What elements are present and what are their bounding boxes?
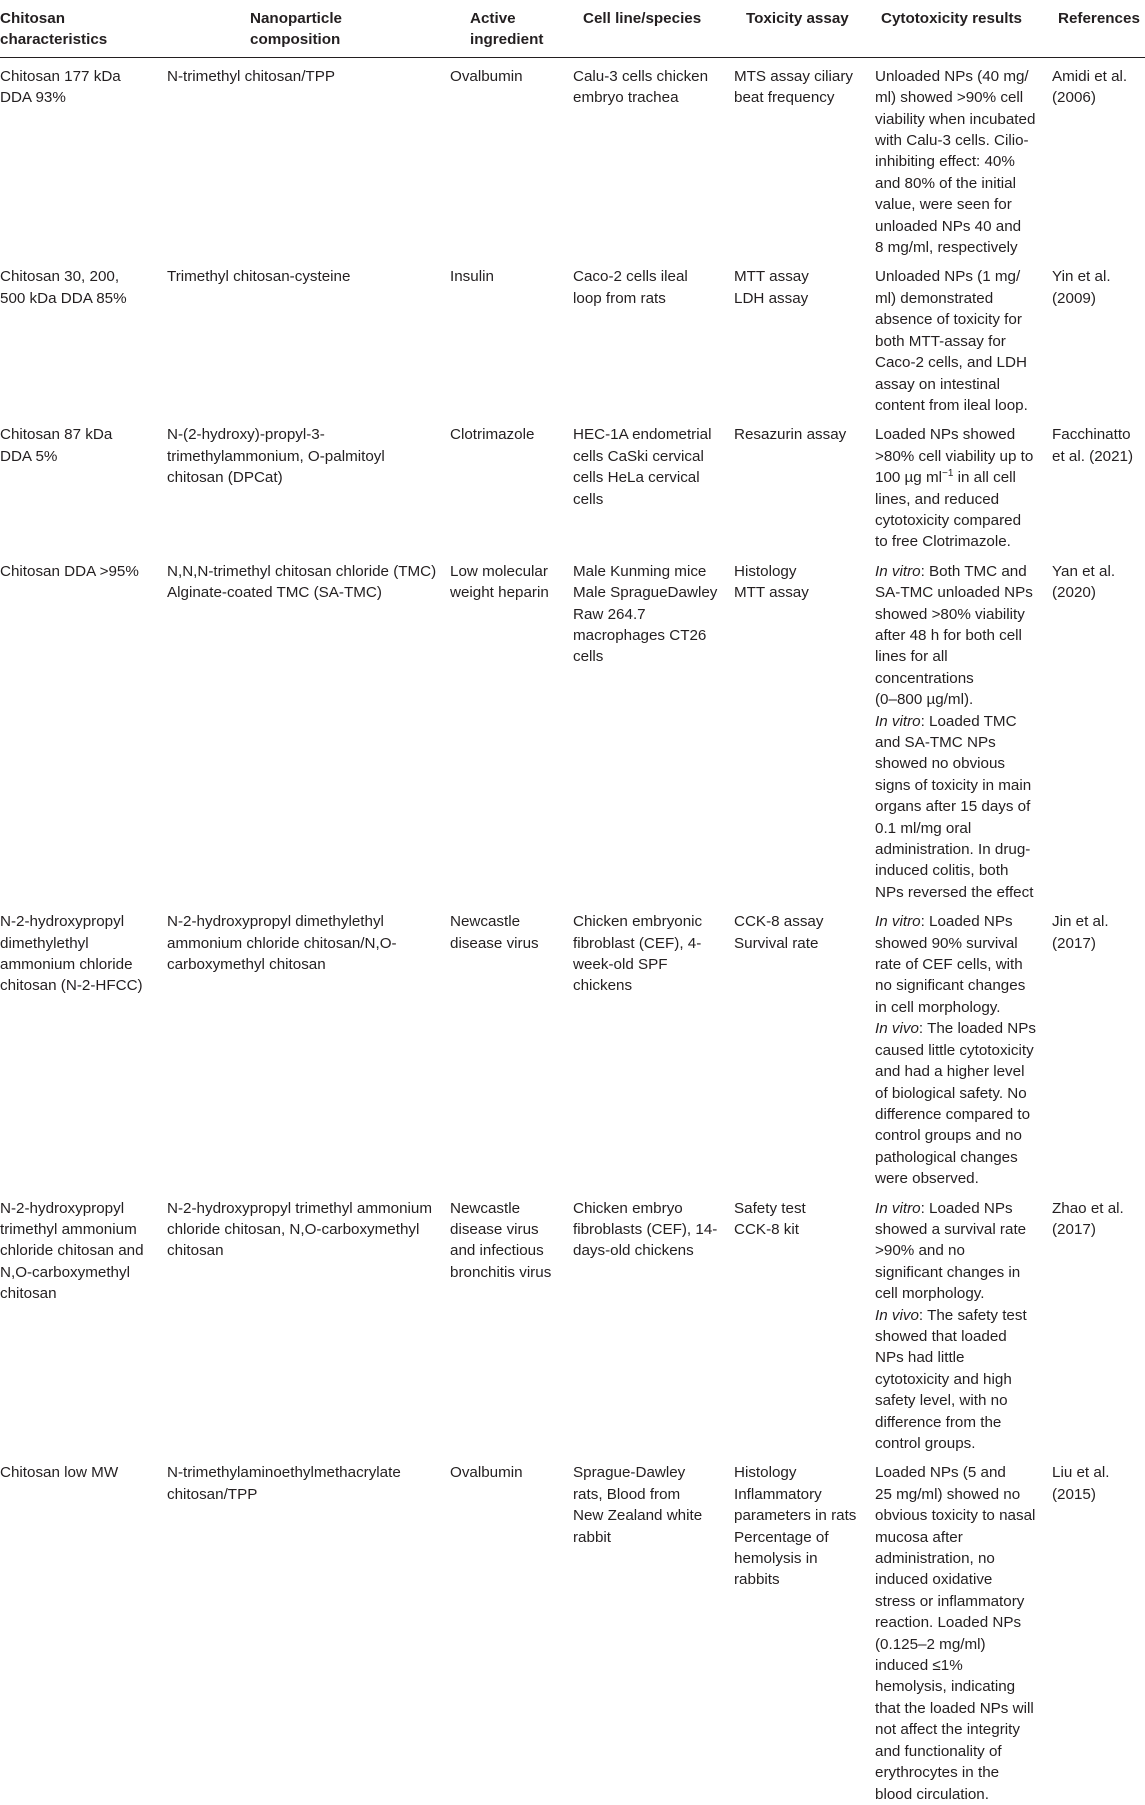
- header-chitosan-characteristics: [0, 0, 165, 57]
- table-body: [0, 58, 1145, 1805]
- cell-line-text: control groups and no: [875, 1127, 1022, 1145]
- header-line: Nanoparticle: [250, 10, 342, 27]
- cell-line-text: induced colitis, both: [875, 862, 1009, 880]
- cell-line-text: Caco-2 cells ileal: [573, 268, 688, 286]
- cell-line-text: control groups.: [875, 1435, 976, 1452]
- cell-cell-line: [573, 258, 734, 416]
- cell-cytotoxicity-results: [875, 58, 1052, 259]
- cell-line-text: Trimethyl chitosan-cysteine: [167, 268, 351, 286]
- cell-line-text: safety level, with no: [875, 1392, 1008, 1410]
- cell-nanoparticle-composition: [165, 58, 450, 259]
- cell-line-text: Histology: [734, 562, 797, 580]
- cell-line-text: assay on intestinal: [875, 375, 1000, 393]
- cell-line-text: hemolysis, indicating: [875, 1678, 1016, 1696]
- cell-references: [1052, 553, 1145, 904]
- cell-line-text: no significant changes: [875, 977, 1026, 995]
- cell-line-text: cells: [573, 490, 604, 508]
- cell-line-text: after 48 h for both cell: [875, 626, 1022, 644]
- cell-line-text: (2017): [1052, 934, 1096, 952]
- cell-line-text: Inflammatory: [734, 1485, 822, 1503]
- cell-line-text: Amidi et al.: [1052, 67, 1128, 85]
- header-line: ingredient: [470, 31, 544, 49]
- cell-line-text: ml) demonstrated: [875, 289, 994, 307]
- cell-line-text: and functionality of: [875, 1742, 1002, 1760]
- cell-line-text: obvious toxicity to nasal: [875, 1507, 1036, 1525]
- cell-line-text: Loaded NPs (5 and: [875, 1464, 1006, 1482]
- cell-line-text: In vitro: Loaded NPs: [875, 913, 1013, 931]
- header-cytotoxicity-results: [875, 0, 1052, 57]
- cell-toxicity-assay: [734, 58, 875, 259]
- cell-cytotoxicity-results: [875, 258, 1052, 416]
- cell-line-text: Caco-2 cells, and LDH: [875, 354, 1027, 372]
- cell-line-text: MTS assay ciliary: [734, 67, 853, 85]
- cell-line-text: content from ileal loop.: [875, 396, 1028, 414]
- table-row: [0, 553, 1145, 904]
- cell-line-text: that the loaded NPs will: [875, 1699, 1034, 1717]
- cell-nanoparticle-composition: [165, 553, 450, 904]
- cell-line-text: Zhao et al.: [1052, 1199, 1124, 1217]
- cell-line-text: and infectious: [450, 1242, 544, 1260]
- header-line: Active: [470, 10, 516, 27]
- header-line: Toxicity assay: [746, 10, 849, 27]
- cell-cytotoxicity-results: [875, 553, 1052, 904]
- cell-cytotoxicity-results: [875, 1190, 1052, 1455]
- cell-line-text: bronchitis virus: [450, 1263, 552, 1281]
- cell-line-text: DDA 93%: [0, 89, 66, 107]
- cell-toxicity-assay: [734, 258, 875, 416]
- cell-active-ingredient: [450, 416, 573, 552]
- cell-line-text: Newcastle: [450, 1199, 521, 1217]
- cell-line-text: showed a survival rate: [875, 1220, 1027, 1238]
- cell-cell-line: [573, 1454, 734, 1805]
- cell-line-text: rabbit: [573, 1528, 611, 1546]
- cell-line-text: cells HeLa cervical: [573, 469, 700, 487]
- cell-line-text: Yan et al.: [1052, 562, 1116, 580]
- cell-line-text: MTT assay: [734, 268, 809, 286]
- cell-line-text: beat frequency: [734, 89, 835, 107]
- cell-toxicity-assay: [734, 416, 875, 552]
- cell-line-text: cytotoxicity and high: [875, 1370, 1012, 1388]
- cell-nanoparticle-composition: [165, 258, 450, 416]
- cell-line-text: Newcastle: [450, 913, 521, 931]
- cell-line-text: (2020): [1052, 584, 1096, 602]
- cell-line-text: chickens: [573, 977, 633, 995]
- cell-line-text: 25 mg/ml) showed no: [875, 1485, 1021, 1503]
- cell-chitosan-characteristics: [0, 58, 165, 259]
- cell-line-text: Loaded NPs showed: [875, 426, 1016, 444]
- cell-references: [1052, 416, 1145, 552]
- cell-line-text: chitosan (N-2-HFCC): [0, 977, 143, 995]
- cell-line-text: were observed.: [875, 1170, 979, 1188]
- cell-line-text: with Calu-3 cells. Cilio-: [875, 132, 1029, 150]
- cell-line-text: N-trimethylaminoethylmethacrylate: [167, 1464, 401, 1482]
- table-row: [0, 416, 1145, 552]
- cell-active-ingredient: [450, 258, 573, 416]
- cell-line-text: (2006): [1052, 89, 1096, 107]
- cell-line-text: administration. In drug-: [875, 841, 1031, 859]
- cell-line-text: cells CaSki cervical: [573, 447, 704, 465]
- cell-line-text: lines for all: [875, 648, 948, 666]
- cell-references: [1052, 258, 1145, 416]
- cell-line-text: SA-TMC unloaded NPs: [875, 584, 1033, 602]
- cell-cytotoxicity-results: [875, 903, 1052, 1189]
- cell-line-text: CCK-8 kit: [734, 1220, 799, 1238]
- cell-line-text: N-2-hydroxypropyl dimethylethyl: [167, 913, 384, 931]
- cell-line-text: >80% cell viability up to: [875, 447, 1034, 465]
- cell-references: [1052, 903, 1145, 1189]
- cell-line-text: Unloaded NPs (40 mg/: [875, 67, 1029, 85]
- cell-line-text: difference from the: [875, 1413, 1002, 1431]
- cell-line-text: MTT assay: [734, 584, 809, 602]
- cell-line-text: (2009): [1052, 289, 1096, 307]
- cell-references: [1052, 58, 1145, 259]
- table-row: [0, 58, 1145, 259]
- cell-line-text: (0.125–2 mg/ml): [875, 1635, 986, 1653]
- cell-line-text: 500 kDa DDA 85%: [0, 289, 127, 307]
- cell-toxicity-assay: [734, 903, 875, 1189]
- cell-line-text: both MTT-assay for: [875, 332, 1006, 350]
- header-line: References: [1058, 10, 1140, 27]
- cell-nanoparticle-composition: [165, 1454, 450, 1805]
- cell-line-text: embryo trachea: [573, 89, 679, 107]
- cell-line-text: In vitro: Loaded NPs: [875, 1199, 1013, 1217]
- cell-line-text: (2017): [1052, 1220, 1096, 1238]
- cell-active-ingredient: [450, 58, 573, 259]
- header-active-ingredient: [450, 0, 573, 57]
- cell-toxicity-assay: [734, 1454, 875, 1805]
- cell-line-text: administration, no: [875, 1550, 995, 1568]
- cell-line-text: rabbits: [734, 1571, 780, 1589]
- cell-line-text: N-(2-hydroxy)-propyl-3-: [167, 426, 325, 444]
- cell-line-text: of biological safety. No: [875, 1084, 1027, 1102]
- cell-line-text: rate of CEF cells, with: [875, 956, 1023, 974]
- cell-line-text: Alginate-coated TMC (SA-TMC): [167, 584, 382, 602]
- cell-line-text: Facchinatto: [1052, 426, 1131, 444]
- cell-cell-line: [573, 553, 734, 904]
- cell-line-text: disease virus: [450, 1220, 539, 1238]
- cell-line-text: Chitosan 30, 200,: [0, 268, 120, 286]
- cell-line-text: ml) showed >90% cell: [875, 89, 1024, 107]
- header-references: [1052, 0, 1145, 57]
- cell-line-text: N-2-hydroxypropyl: [0, 913, 125, 931]
- cell-line-text: In vitro: Loaded TMC: [875, 712, 1017, 730]
- cell-line-text: NPs had little: [875, 1349, 965, 1367]
- cell-line-text: and 80% of the initial: [875, 174, 1017, 192]
- cell-line-text: reaction. Loaded NPs: [875, 1614, 1022, 1632]
- cell-line-text: Chitosan low MW: [0, 1464, 119, 1482]
- cell-line-text: LDH assay: [734, 289, 809, 307]
- cell-nanoparticle-composition: [165, 903, 450, 1189]
- cell-line-text: fibroblasts (CEF), 14-: [573, 1220, 718, 1238]
- cell-line-text: Liu et al.: [1052, 1464, 1110, 1482]
- cell-line-text: trimethyl ammonium: [0, 1220, 137, 1238]
- cell-line-text: Safety test: [734, 1199, 806, 1217]
- cell-toxicity-assay: [734, 553, 875, 904]
- cell-line-text: induced oxidative: [875, 1571, 993, 1589]
- cell-line-text: Chitosan 87 kDa: [0, 426, 113, 444]
- header-nanoparticle-composition: [165, 0, 450, 57]
- cell-line-text: dimethylethyl: [0, 934, 89, 952]
- cell-line-text: Male Kunming mice: [573, 562, 707, 580]
- cell-line-text: viability when incubated: [875, 110, 1036, 128]
- cell-line-text: In vivo: The safety test: [875, 1306, 1027, 1324]
- cell-line-text: concentrations: [875, 669, 974, 687]
- cell-cell-line: [573, 1190, 734, 1455]
- cell-line-text: Chicken embryonic: [573, 913, 703, 931]
- cell-cytotoxicity-results: [875, 416, 1052, 552]
- cell-line-text: 0.1 ml/mg oral: [875, 819, 972, 837]
- cell-line-text: (0–800 µg/ml).: [875, 691, 974, 709]
- cell-line-text: absence of toxicity for: [875, 311, 1022, 329]
- cell-line-text: >90% and no: [875, 1242, 965, 1260]
- cell-line-text: N-2-hydroxypropyl trimethyl ammonium: [167, 1199, 433, 1217]
- cell-line-text: fibroblast (CEF), 4-: [573, 934, 702, 952]
- cell-line-text: unloaded NPs 40 and: [875, 217, 1022, 235]
- cell-active-ingredient: [450, 1190, 573, 1455]
- cell-line-text: Chicken embryo: [573, 1199, 683, 1217]
- cell-line-text: Clotrimazole: [450, 426, 535, 444]
- cell-line-text: and SA-TMC NPs: [875, 734, 996, 751]
- cell-line-text: in cell morphology.: [875, 998, 1001, 1016]
- header-line: Chitosan: [0, 10, 65, 27]
- cell-line-text: Ovalbumin: [450, 1464, 523, 1482]
- header-line: composition: [250, 31, 341, 49]
- cell-line-text: not affect the integrity: [875, 1721, 1020, 1739]
- cell-line-text: et al. (2021): [1052, 447, 1134, 465]
- cell-line-text: days-old chickens: [573, 1242, 694, 1260]
- cell-line-text: inhibiting effect: 40%: [875, 153, 1015, 171]
- cell-line-text: rats, Blood from: [573, 1485, 681, 1503]
- cell-cell-line: [573, 903, 734, 1189]
- cell-line-text: NPs reversed the effect: [875, 883, 1034, 901]
- cell-line-text: cells: [573, 648, 604, 666]
- cell-line-text: New Zealand white: [573, 1507, 703, 1525]
- cell-line-text: In vivo: The loaded NPs: [875, 1020, 1036, 1038]
- cell-line-text: parameters in rats: [734, 1507, 857, 1525]
- cell-line-text: Survival rate: [734, 934, 819, 952]
- cell-line-text: N-trimethyl chitosan/TPP: [167, 67, 335, 85]
- cell-line-text: showed 90% survival: [875, 934, 1018, 952]
- cell-line-text: cytotoxicity compared: [875, 511, 1022, 529]
- cell-line-text: significant changes in: [875, 1263, 1021, 1281]
- header-line: Cytotoxicity results: [881, 10, 1022, 27]
- cell-active-ingredient: [450, 553, 573, 904]
- cell-toxicity-assay: [734, 1190, 875, 1455]
- cell-line-text: pathological changes: [875, 1148, 1018, 1166]
- cell-line-text: lines, and reduced: [875, 490, 1000, 508]
- cell-line-text: Percentage of: [734, 1528, 829, 1546]
- cell-line-text: In vitro: Both TMC and: [875, 562, 1027, 580]
- cell-line-text: 8 mg/ml, respectively: [875, 239, 1018, 257]
- cell-line-text: chloride chitosan, N,O-carboxymethyl: [167, 1220, 420, 1238]
- cell-chitosan-characteristics: [0, 1190, 165, 1455]
- cell-line-text: Histology: [734, 1464, 797, 1482]
- cell-line-text: Yin et al.: [1052, 268, 1111, 286]
- cell-line-text: cell morphology.: [875, 1285, 985, 1303]
- cell-line-text: chitosan: [0, 1285, 57, 1303]
- cell-line-text: chitosan (DPCat): [167, 469, 283, 487]
- cell-line-text: Jin et al.: [1052, 913, 1109, 931]
- table-row: [0, 903, 1145, 1189]
- cell-line-text: CCK-8 assay: [734, 913, 824, 931]
- cell-line-text: Resazurin assay: [734, 426, 847, 444]
- table-header: [0, 0, 1145, 58]
- cell-chitosan-characteristics: [0, 258, 165, 416]
- cell-active-ingredient: [450, 1454, 573, 1805]
- cell-references: [1052, 1190, 1145, 1455]
- cell-line-text: ammonium chloride chitosan/N,O-: [167, 934, 397, 952]
- cell-line-text: DDA 5%: [0, 447, 58, 465]
- cell-line-text: erythrocytes in the: [875, 1764, 1000, 1782]
- cell-line-text: mucosa after: [875, 1528, 963, 1546]
- cell-line-text: disease virus: [450, 934, 539, 952]
- cell-line-text: Raw 264.7: [573, 605, 646, 623]
- header-line: Cell line/species: [583, 10, 702, 27]
- cell-chitosan-characteristics: [0, 903, 165, 1189]
- table-row: [0, 1454, 1145, 1805]
- cell-line-text: blood circulation.: [875, 1785, 989, 1803]
- cell-line-text: caused little cytotoxicity: [875, 1041, 1034, 1059]
- cell-nanoparticle-composition: [165, 1190, 450, 1455]
- cell-line-text: Unloaded NPs (1 mg/: [875, 268, 1021, 286]
- cell-cell-line: [573, 58, 734, 259]
- cell-line-text: value, were seen for: [875, 196, 1012, 214]
- cell-references: [1052, 1454, 1145, 1805]
- header-cell-line: [573, 0, 734, 57]
- cell-line-text: difference compared to: [875, 1105, 1031, 1123]
- cell-line-text: signs of toxicity in main: [875, 776, 1032, 794]
- cell-cell-line: [573, 416, 734, 552]
- cell-line-text: Insulin: [450, 268, 494, 286]
- cell-line-text: induced ≤1%: [875, 1657, 963, 1675]
- table-row: [0, 258, 1145, 416]
- cell-line-text: 100 µg $ml^{-1}$ in all cell: [875, 468, 1016, 487]
- cell-line-text: showed >80% viability: [875, 605, 1025, 623]
- header-toxicity-assay: [734, 0, 875, 57]
- cell-line-text: chitosan/TPP: [167, 1485, 258, 1503]
- cell-chitosan-characteristics: [0, 1454, 165, 1805]
- cell-line-text: HEC-1A endometrial: [573, 426, 712, 444]
- cell-line-text: organs after 15 days of: [875, 798, 1031, 816]
- cell-line-text: Sprague-Dawley: [573, 1464, 686, 1482]
- superscript: −1: [942, 468, 954, 480]
- cell-line-text: weight heparin: [450, 584, 549, 602]
- cell-line-text: N,N,N-trimethyl chitosan chloride (TMC): [167, 562, 437, 580]
- cell-line-text: Ovalbumin: [450, 67, 523, 85]
- header-line: characteristics: [0, 31, 108, 49]
- cell-line-text: N,O-carboxymethyl: [0, 1263, 130, 1281]
- cell-line-text: Calu-3 cells chicken: [573, 67, 709, 85]
- cell-cytotoxicity-results: [875, 1454, 1052, 1805]
- cell-active-ingredient: [450, 903, 573, 1189]
- cell-line-text: N-2-hydroxypropyl: [0, 1199, 125, 1217]
- cell-nanoparticle-composition: [165, 416, 450, 552]
- cell-chitosan-characteristics: [0, 416, 165, 552]
- cell-line-text: Male SpragueDawley: [573, 584, 718, 602]
- cell-line-text: week-old SPF: [573, 956, 668, 974]
- cell-line-text: carboxymethyl chitosan: [167, 956, 326, 974]
- cell-line-text: chloride chitosan and: [0, 1242, 144, 1260]
- cell-line-text: showed no obvious: [875, 755, 1006, 773]
- cell-line-text: to free Clotrimazole.: [875, 533, 1011, 551]
- cell-line-text: (2015): [1052, 1485, 1096, 1503]
- cell-line-text: chitosan: [167, 1242, 224, 1260]
- cell-line-text: Chitosan DDA >95%: [0, 562, 139, 580]
- cell-line-text: and had a higher level: [875, 1063, 1025, 1081]
- cell-line-text: hemolysis in: [734, 1550, 818, 1568]
- cell-line-text: macrophages CT26: [573, 626, 707, 644]
- cell-line-text: trimethylammonium, O-palmitoyl: [167, 447, 385, 465]
- cell-chitosan-characteristics: [0, 553, 165, 904]
- table-row: [0, 1190, 1145, 1455]
- cell-line-text: showed that loaded: [875, 1327, 1007, 1345]
- cell-line-text: Low molecular: [450, 562, 548, 580]
- cell-line-text: stress or inflammatory: [875, 1592, 1025, 1610]
- cell-line-text: ammonium chloride: [0, 956, 133, 974]
- cell-line-text: Chitosan 177 kDa: [0, 67, 121, 85]
- cell-line-text: loop from rats: [573, 289, 666, 307]
